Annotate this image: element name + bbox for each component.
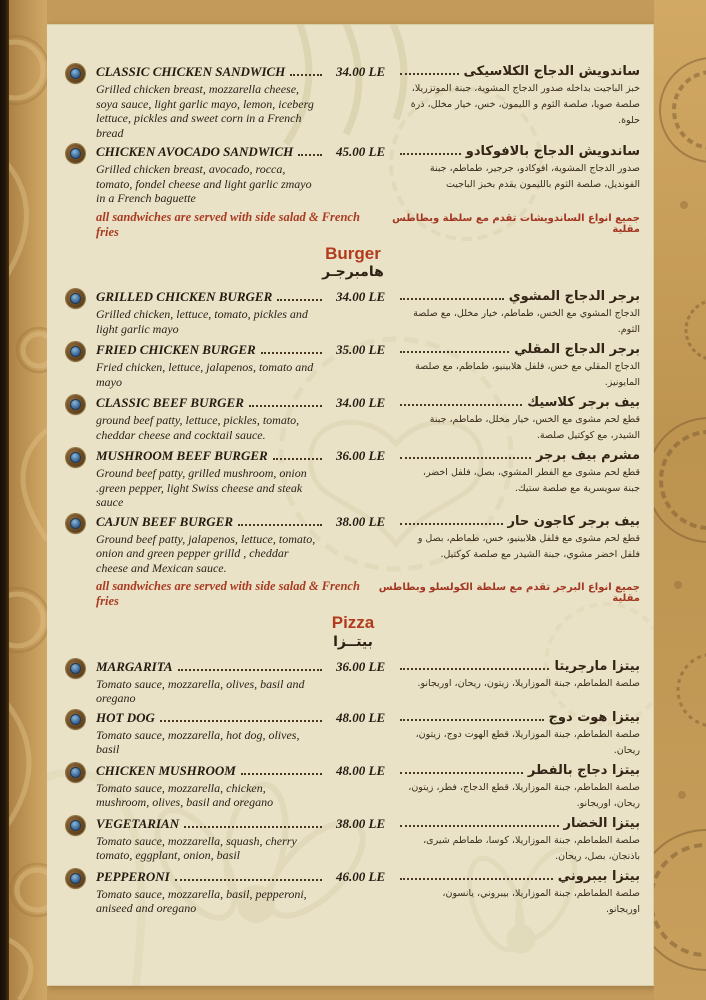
dotted-leader	[400, 457, 531, 459]
item-name-ar: برجر الدجاج المقلي	[514, 342, 640, 358]
item-desc-ar: الدجاج المشوي مع الخس، طماطم، خيار مخلل، مع صلصة الثوم.	[413, 308, 640, 336]
item-arabic-column	[398, 289, 640, 338]
item-desc-en: Tomato sauce, mozzarella, hot dog, olives, basil	[96, 727, 300, 757]
item-name-row	[96, 514, 398, 531]
section-title-en: Pizza	[331, 613, 375, 633]
item-price: 36.00 LE	[336, 658, 386, 674]
dotted-leader	[298, 154, 322, 156]
section-note-ar: جميع انواع البرجر تقدم مع سلطة الكولسلو وبطاطس مقلية	[378, 582, 640, 605]
item-desc-ar: صلصة الطماطم، جبنة الموزاريلا، بيبروني، يانسون، اوريجانو.	[442, 887, 640, 915]
item-name-ar: بيتزا هوت دوج	[548, 709, 640, 725]
item-english-column	[66, 448, 398, 510]
item-name-ar: بيتزا بيبروني	[557, 868, 640, 884]
item-arabic-name-row	[398, 448, 640, 465]
menu-section	[66, 64, 640, 240]
bullet-medallion-icon	[66, 64, 85, 83]
medallion-center	[70, 68, 81, 79]
dotted-leader	[400, 73, 459, 75]
menu-section	[66, 614, 640, 918]
medallion-center	[70, 148, 81, 159]
item-name-en: MARGARITA	[96, 658, 173, 674]
dotted-leader	[400, 825, 559, 827]
item-price: 35.00 LE	[336, 342, 386, 358]
item-name-en: VEGETARIAN	[96, 815, 180, 831]
bullet-medallion-icon	[66, 514, 85, 533]
item-arabic-name-row	[398, 395, 640, 412]
medallion-center	[70, 346, 81, 357]
item-desc-ar: قطع لحم مشوى مع الخس، خيار مخلل، طماطم، جبنة الشيدر، مع كوكتيل صلصة.	[429, 414, 640, 442]
item-price: 45.00 LE	[336, 144, 386, 159]
item-desc-en: Grilled chicken, lettuce, tomato, pickles and light garlic mayo	[96, 307, 308, 336]
item-name-en: FRIED CHICKEN BURGER	[96, 342, 256, 358]
item-name-ar: مشرم بيف برجر	[535, 448, 640, 464]
item-arabic-name-row	[398, 144, 640, 161]
bullet-medallion-icon	[66, 395, 85, 414]
medallion-center	[70, 873, 81, 884]
item-price: 38.00 LE	[336, 513, 386, 529]
item-arabic-name-row	[398, 289, 640, 306]
item-name-en: MUSHROOM BEEF BURGER	[96, 448, 268, 464]
section-note-en: all sandwiches are served with side salad & French fries	[96, 209, 360, 239]
item-desc-ar: صلصة الطماطم، جبنة الموزاريلا، قطع الهوت دوج، زيتون، ريحان.	[415, 728, 640, 756]
item-name-en: GRILLED CHICKEN BURGER	[96, 289, 273, 305]
item-arabic-column	[398, 514, 640, 563]
dotted-leader	[160, 720, 322, 722]
item-name-ar: بيف برجر كاجون حار	[507, 513, 640, 529]
item-desc-en: Tomato sauce, mozzarella, basil, pepperoni, aniseed and oregano	[96, 886, 307, 916]
menu-item	[66, 144, 640, 206]
item-name-row	[96, 144, 398, 161]
menu-item	[66, 816, 640, 865]
item-arabic-name-row	[398, 869, 640, 886]
item-desc-ar: قطع لحم مشوى مع فلفل هلابينيو، خس، طماطم، بصل و فلفل اخضر مشوي، جبنة الشيدر مع صلصة كوكتيل.	[417, 532, 640, 560]
item-desc-ar: صلصة الطماطم، جبنة الموزاريلا، زيتون، ريحان، اوريجانو.	[417, 677, 640, 689]
dotted-leader	[400, 878, 553, 880]
section-header	[66, 245, 640, 283]
left-border-strip	[9, 0, 47, 1000]
item-price: 38.00 LE	[336, 815, 386, 831]
item-arabic-column	[398, 659, 640, 692]
bullet-medallion-icon	[66, 816, 85, 835]
item-desc-en: Tomato sauce, mozzarella, squash, cherry tomato, eggplant, onion, basil	[96, 833, 297, 863]
item-price: 48.00 LE	[336, 762, 386, 778]
section-note-ar: جميع انواع الساندويشات تقدم مع سلطة وبطاطس مقلية	[392, 212, 640, 235]
item-english-column	[66, 710, 398, 757]
item-name-ar: ساندويش الدجاج بالافوكادو	[465, 144, 640, 159]
item-arabic-name-row	[398, 710, 640, 727]
bullet-medallion-icon	[66, 144, 85, 163]
menu-section	[66, 245, 640, 610]
item-price: 34.00 LE	[336, 289, 386, 305]
section-items	[66, 64, 640, 206]
dotted-leader	[400, 351, 509, 353]
bullet-medallion-icon	[66, 869, 85, 888]
item-name-ar: بيتزا دجاج بالفطر	[527, 762, 640, 778]
medallion-center	[70, 663, 81, 674]
item-name-row	[96, 659, 398, 676]
dotted-leader	[400, 153, 461, 155]
menu-item	[66, 514, 640, 576]
item-name-en: CLASSIC BEEF BURGER	[96, 395, 244, 411]
section-title-ar: بيتــزا	[333, 633, 373, 650]
item-name-row	[96, 816, 398, 833]
bullet-medallion-icon	[66, 710, 85, 729]
item-name-en: HOT DOG	[96, 709, 155, 725]
item-arabic-name-row	[398, 342, 640, 359]
medallion-center	[70, 714, 81, 725]
dotted-leader	[400, 298, 504, 300]
item-arabic-column	[398, 144, 640, 193]
item-price: 34.00 LE	[336, 64, 386, 79]
item-arabic-name-row	[398, 659, 640, 676]
item-desc-ar: صلصة الطماطم، جبنة الموزاريلا، كوسا، طماطم شيرى، باذنجان، بصل، ريحان.	[423, 834, 640, 862]
item-name-ar: بيف برجر كلاسيك	[527, 395, 640, 411]
item-desc-en: Fried chicken, lettuce, jalapenos, tomato and mayo	[96, 360, 314, 389]
medallion-center	[70, 767, 81, 778]
item-name-row	[96, 763, 398, 780]
menu-content	[46, 24, 654, 986]
section-items	[66, 659, 640, 918]
section-note-en: all sandwiches are served with side salad & French fries	[96, 579, 360, 609]
item-english-column	[66, 514, 398, 576]
menu-item	[66, 659, 640, 706]
item-english-column	[66, 659, 398, 706]
item-name-en: CAJUN BEEF BURGER	[96, 513, 234, 529]
item-arabic-name-row	[398, 763, 640, 780]
dotted-leader	[400, 719, 544, 721]
dotted-leader	[277, 299, 322, 301]
section-note-row	[66, 579, 640, 609]
item-name-row	[96, 395, 398, 412]
menu-item	[66, 710, 640, 759]
menu-item	[66, 342, 640, 391]
item-arabic-column	[398, 395, 640, 444]
item-price: 34.00 LE	[336, 395, 386, 411]
section-title-ar: هامبرجـر	[322, 264, 384, 281]
item-desc-ar: خبز الباجيت بداخله صدور الدجاج المشوية، جبنة الموتزريلا، صلصة صويا، صلصة الثوم و الليمون، خس، خيار مخلل، ذرة حلوة.	[410, 83, 640, 126]
dotted-leader	[273, 458, 322, 460]
right-border-strip	[654, 0, 706, 1000]
section-note-row	[66, 210, 640, 240]
item-english-column	[66, 144, 398, 206]
dotted-leader	[400, 772, 523, 774]
item-desc-en: Ground beef patty, jalapenos, lettuce, tomato, onion and green pepper grilld , cheddar cheese and Mexican sauce.	[96, 531, 316, 575]
ornament-right-mandala	[654, 0, 706, 1000]
bullet-medallion-icon	[66, 342, 85, 361]
ornament-left-strip	[9, 0, 47, 1000]
item-name-en: CHICKEN AVOCADO SANDWICH	[96, 144, 294, 159]
item-english-column	[66, 763, 398, 810]
item-price: 46.00 LE	[336, 868, 386, 884]
item-desc-en: Ground beef patty, grilled mushroom, onion .green pepper, light Swiss cheese and steak sauce	[96, 466, 307, 510]
item-arabic-name-row	[398, 514, 640, 531]
medallion-center	[70, 820, 81, 831]
item-name-ar: بيتزا مارجريتا	[554, 658, 640, 674]
item-desc-ar: الدجاج المقلي مع خس، فلفل هلابينيو، طماطم، مع صلصة المايونيز.	[415, 361, 640, 389]
item-name-row	[96, 342, 398, 359]
item-desc-en: ground beef patty, lettuce, pickles, tomato, cheddar cheese and cocktail sauce.	[96, 413, 300, 442]
medallion-center	[70, 399, 81, 410]
dotted-leader	[290, 74, 322, 76]
medallion-center	[70, 518, 81, 529]
item-price: 48.00 LE	[336, 709, 386, 725]
item-name-row	[96, 289, 398, 306]
item-english-column	[66, 289, 398, 336]
bullet-medallion-icon	[66, 289, 85, 308]
dotted-leader	[241, 773, 322, 775]
item-arabic-name-row	[398, 64, 640, 81]
dotted-leader	[261, 352, 322, 354]
item-desc-ar: قطع لحم مشوى مع الفطر المشوي، بصل، فلفل اخضر، جبنة سويسرية مع صلصة ستيك.	[422, 467, 640, 495]
item-name-en: PEPPERONI	[96, 868, 170, 884]
item-desc-en: Tomato sauce, mozzarella, olives, basil and oregano	[96, 676, 305, 706]
dotted-leader	[175, 879, 322, 881]
item-name-en: CHICKEN MUSHROOM	[96, 762, 236, 778]
bullet-medallion-icon	[66, 448, 85, 467]
menu-item	[66, 869, 640, 918]
bullet-medallion-icon	[66, 659, 85, 678]
menu-item	[66, 64, 640, 140]
item-desc-en: Grilled chicken breast, avocado, rocca, tomato, fondel cheese and light garlic zmayo in a French baguette	[96, 162, 312, 205]
item-name-en: CLASSIC CHICKEN SANDWICH	[96, 64, 286, 79]
item-name-ar: برجر الدجاج المشوي	[508, 289, 640, 305]
item-arabic-name-row	[398, 816, 640, 833]
item-arabic-column	[398, 763, 640, 812]
menu-item	[66, 395, 640, 444]
bullet-medallion-icon	[66, 763, 85, 782]
dotted-leader	[184, 826, 322, 828]
item-name-row	[96, 710, 398, 727]
item-name-row	[96, 869, 398, 886]
item-name-ar: ساندويش الدجاج الكلاسيكى	[463, 64, 640, 79]
medallion-center	[70, 293, 81, 304]
section-title-en: Burger	[325, 243, 381, 263]
item-desc-en: Tomato sauce, mozzarella, chicken, mushroom, olives, basil and oregano	[96, 780, 274, 810]
item-english-column	[66, 64, 398, 140]
menu-item	[66, 763, 640, 812]
menu-item	[66, 448, 640, 510]
item-arabic-column	[398, 710, 640, 759]
medallion-center	[70, 452, 81, 463]
item-arabic-column	[398, 448, 640, 497]
item-arabic-column	[398, 816, 640, 865]
item-arabic-column	[398, 64, 640, 129]
item-arabic-column	[398, 342, 640, 391]
dotted-leader	[400, 668, 549, 670]
item-name-ar: بيتزا الخضار	[563, 815, 640, 831]
section-items	[66, 289, 640, 575]
item-english-column	[66, 869, 398, 916]
item-arabic-column	[398, 869, 640, 918]
item-desc-ar: صدور الدجاج المشوية، افوكادو، جرجير، طماطم، جبنة الفونديل، صلصة الثوم بالليمون يقدم بخبز الباجيت	[429, 163, 640, 190]
item-english-column	[66, 342, 398, 389]
dotted-leader	[238, 524, 322, 526]
item-name-row	[96, 64, 398, 81]
item-english-column	[66, 395, 398, 442]
dotted-leader	[400, 523, 503, 525]
item-desc-en: Grilled chicken breast, mozzarella cheese, soya sauce, light garlic mayo, lemon, iceberg lettuce, pickles and sweet corn in a French bread	[96, 82, 314, 140]
binding-spine	[0, 0, 9, 1000]
sections-root	[66, 64, 640, 918]
item-desc-ar: صلصة الطماطم، جبنة الموزاريلا، قطع الدجاج، فطر، زيتون، ريحان، اوريجانو.	[408, 781, 640, 809]
dotted-leader	[400, 404, 522, 406]
menu-item	[66, 289, 640, 338]
item-english-column	[66, 816, 398, 863]
dotted-leader	[178, 669, 322, 671]
item-price: 36.00 LE	[336, 448, 386, 464]
item-name-row	[96, 448, 398, 465]
section-header	[66, 614, 640, 652]
dotted-leader	[249, 405, 322, 407]
